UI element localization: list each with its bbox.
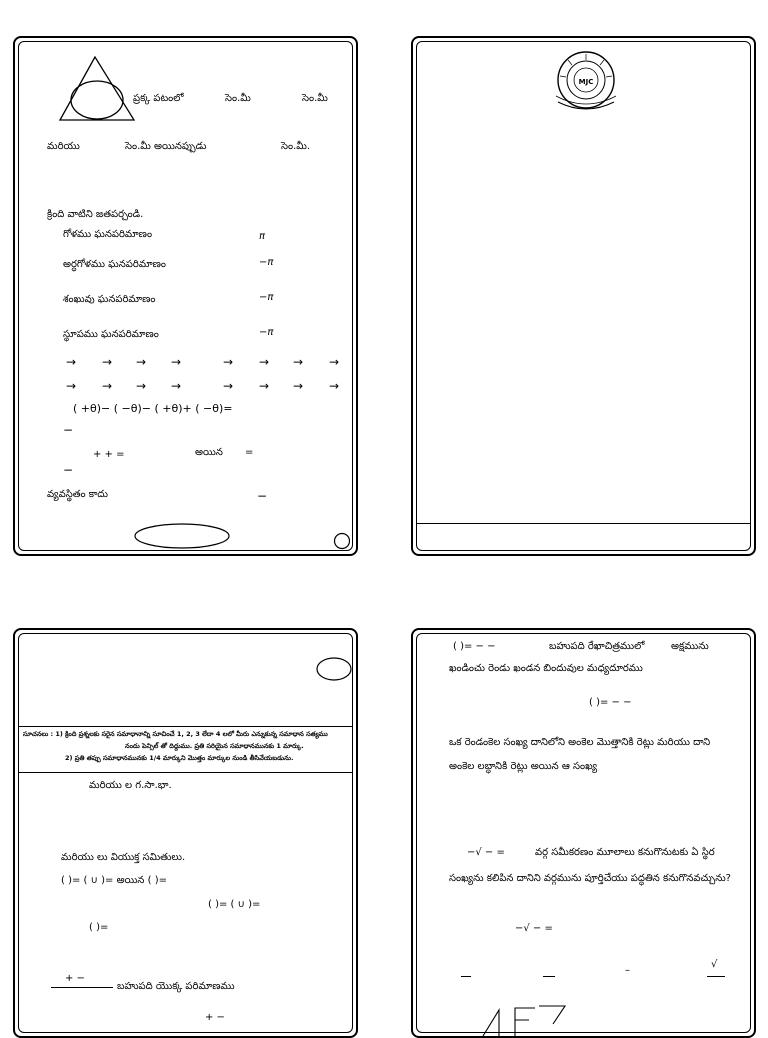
polynomial-degree-text: బహుపది యొక్క పరిమాణము	[117, 981, 235, 992]
set-equation-1: ( )= ( ∪ )= అయిన ( )=	[61, 875, 167, 886]
complete-square-text: సంఖ్యను కలిపిన దానిని వర్గమును పూర్తిచేయు పద్ధతిన కనుగొనవచ్చును?	[449, 873, 731, 884]
intersection-distance-text: ఖండించు రెండు ఖండన బిందువుల మధ్యదూరము	[449, 663, 643, 674]
club-seal-logo	[546, 46, 626, 118]
page-1	[13, 36, 358, 556]
option-4-sqrt: √	[711, 959, 718, 970]
polynomial-equation: ( )= − −	[453, 641, 496, 652]
arrow: →	[136, 379, 147, 393]
option-4-bar	[707, 976, 725, 977]
not-defined-text: వ్యవస్థితం కాదు	[47, 489, 108, 500]
if-text: అయిన	[195, 447, 223, 458]
two-digit-text-2: అంకెల లబ్ధానికి రెట్లు అయిన ఆ సంఖ్య	[449, 761, 598, 772]
arrow: →	[293, 355, 304, 369]
triangle-circle-figure	[57, 54, 137, 124]
arrow: →	[329, 379, 340, 393]
instructions-line-3: 2) ప్రతి తప్పు సమాధానమునకు 1/4 మార్కుని మొత్తం మార్కుల నుండి తీసివేయబడును.	[65, 754, 294, 762]
polynomial-numerator: + −	[65, 973, 85, 984]
arrow: →	[66, 355, 77, 369]
arrow: →	[136, 355, 147, 369]
instructions-line-1: సూచనలు : 1) క్రింది ప్రశ్నలకు సరైన సమాధానాన్ని సూచించే 1, 2, 3 లేదా 4 లలో మీరు ఎన్నుకున్న సమాధాన సత్యము	[23, 730, 328, 738]
quadratic-expression: −√ − =	[467, 847, 505, 858]
svg-text:MJC: MJC	[578, 78, 594, 86]
row-value-1: π	[259, 231, 266, 242]
row-label-1: గోళము ఘనపరిమాణం	[63, 229, 153, 240]
page-4	[411, 628, 756, 1038]
row-label-4: స్థూపము ఘనపరిమాణం	[63, 329, 159, 340]
row-value-4: −π	[259, 327, 274, 338]
oval-shape	[133, 522, 231, 550]
footer-divider	[416, 523, 751, 524]
page-4-inner-border	[416, 633, 751, 1033]
arrow: →	[223, 379, 234, 393]
geometry-figure	[479, 1002, 579, 1036]
fraction-bar	[51, 987, 113, 988]
arrow: →	[66, 379, 77, 393]
two-digit-text-1: ఒక రెండంకెల సంఖ్య దానిలోని అంకెల మొత్తానికి రెట్లు మరియు దాని	[449, 737, 711, 748]
page-marker-oval	[315, 656, 353, 682]
instructions-line-2: నందు పెన్సిల్ తో దిద్దుము. ప్రతి సరియైన సమాధానమునకు 1 మార్కు.	[125, 742, 304, 750]
instructions-top-rule	[18, 726, 353, 727]
arrow: →	[171, 355, 182, 369]
disjoint-sets-text: మరియు లు వియుక్త సమితులు.	[61, 852, 186, 863]
dash-mark: −	[63, 463, 74, 477]
dash-mark: −	[63, 423, 74, 437]
unit-cm-1: సెం.మీ	[225, 93, 251, 104]
row-label-3: శంఖువు ఘనపరిమాణం	[63, 294, 156, 305]
arrow: →	[102, 355, 113, 369]
unit-cm-2: సెం.మీ	[302, 93, 328, 104]
page-3	[13, 628, 358, 1038]
arrow: →	[293, 379, 304, 393]
row-value-3: −π	[259, 292, 274, 303]
option-2-bar	[543, 976, 555, 977]
axis-text: అక్షమును	[671, 641, 709, 652]
centered-equation: ( )= − −	[589, 697, 632, 708]
sum-expression: + + =	[93, 449, 125, 460]
small-equation: −√ − =	[515, 923, 553, 934]
polynomial-bottom-expr: + −	[205, 1012, 225, 1023]
cm-when-text: సెం.మీ అయినప్పుడు	[125, 141, 207, 152]
polynomial-graph-text: బహుపది రేఖాచిత్రములో	[549, 641, 645, 652]
row-value-2: −π	[259, 257, 274, 268]
instructions-bottom-rule	[18, 772, 353, 773]
page-marker-circle	[333, 532, 351, 550]
arrow: →	[171, 379, 182, 393]
set-equation-2: ( )= ( ∪ )=	[208, 899, 261, 910]
unit-cm-3: సెం.మీ.	[281, 141, 311, 152]
quadratic-roots-text: వర్గ సమీకరణం మూలాలు కనుగొనుటకు ఏ స్థిర	[535, 847, 715, 858]
trig-expression: ( +θ)− ( −θ)− ( +θ)+ ( −θ)=	[73, 402, 233, 415]
page-2	[411, 36, 756, 556]
dash-mark: −	[257, 489, 268, 503]
arrow: →	[223, 355, 234, 369]
match-intro: క్రింది వాటిని జతపర్చండి.	[47, 209, 144, 220]
option-3-dash: –	[625, 965, 630, 976]
figure-caption: ప్రక్క పటంలో	[133, 93, 184, 104]
and-text: మరియు	[47, 141, 80, 152]
hcf-text: మరియు ల గ.సా.భా.	[89, 780, 172, 791]
arrow: →	[102, 379, 113, 393]
equals-mark: =	[245, 447, 254, 458]
arrow: →	[259, 379, 270, 393]
set-equation-3: ( )=	[89, 922, 109, 933]
row-label-2: అర్ధగోళము ఘనపరిమాణం	[63, 259, 166, 270]
option-1-bar	[461, 976, 471, 977]
arrow: →	[259, 355, 270, 369]
arrow: →	[329, 355, 340, 369]
